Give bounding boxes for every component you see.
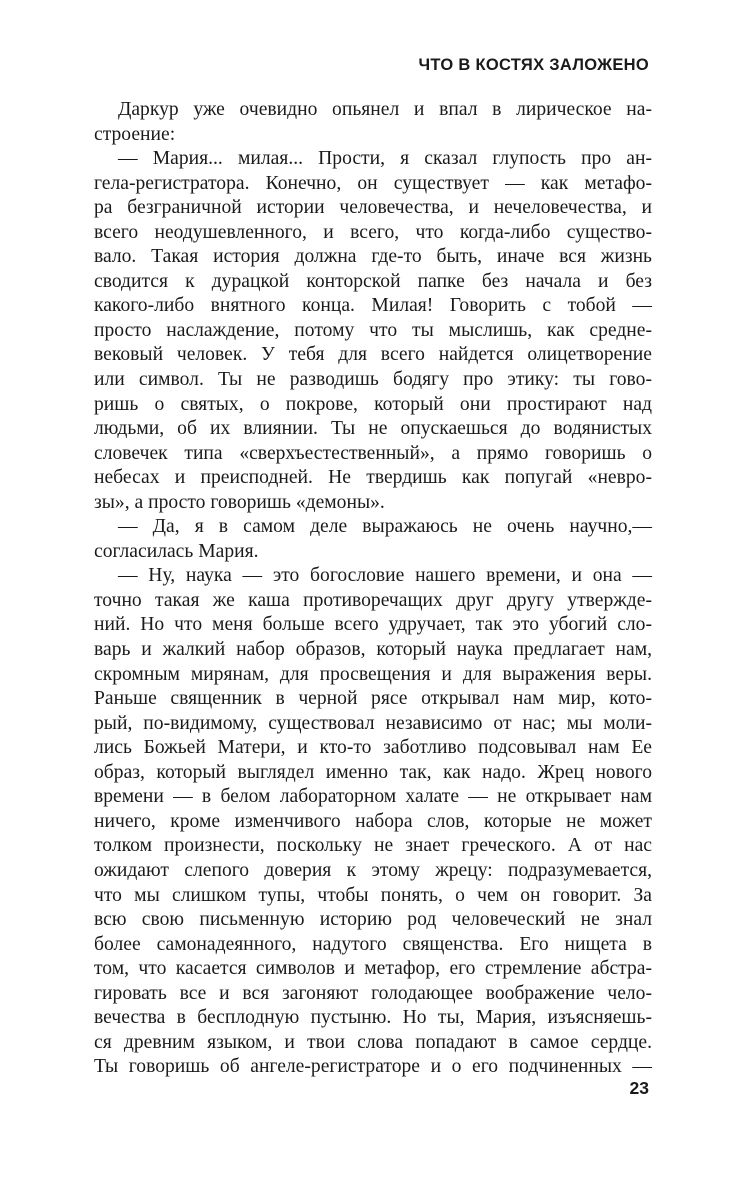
text-line: ра безграничной истории человечества, и нечеловечества, и [94, 197, 652, 219]
text-line: какого-либо внятного конца. Милая! Говорить с тобой — [94, 295, 652, 317]
text-line: ришь о святых, о покрове, который они простирают над [94, 393, 652, 415]
text-line: сводится к дурацкой конторской папке без начала и без [94, 270, 652, 292]
text-line: вечества в бесплодную пустыню. Но ты, Мария, изъясняешь- [94, 1007, 652, 1029]
text-line: ожидают слепого доверия к этому жрецу: подразумевается, [94, 859, 652, 881]
text-line: гировать все и вся загоняют голодающее воображение чело- [94, 982, 652, 1004]
text-line: или символ. Ты не разводишь бодягу про этику: ты гово- [94, 369, 652, 391]
text-line: толком произнести, поскольку не знает греческого. А от нас [94, 835, 652, 857]
text-line: людьми, об их влиянии. Ты не опускаешься до водянистых [94, 418, 652, 440]
text-line: небесах и преисподней. Не твердишь как попугай «невро- [94, 467, 652, 489]
text-line: скромным мирянам, для просвещения и для выражения веры. [94, 663, 652, 685]
text-line: рый, по-видимому, существовал независимо от нас; мы моли- [94, 712, 652, 734]
text-line: ний. Но что меня больше всего удручает, так это убогий сло- [94, 614, 652, 636]
text-line: лись Божьей Матери, и кто-то заботливо подсовывал нам Ее [94, 737, 652, 759]
text-line: строение: [94, 123, 176, 145]
text-line: — Ну, наука — это богословие нашего времени, и она — [118, 565, 652, 587]
body-text [94, 98, 652, 1080]
text-line: Раньше священник в черной рясе открывал нам мир, кото- [94, 688, 652, 710]
text-line: — Да, я в самом деле выражаюсь не очень научно,— [118, 516, 652, 538]
text-line: зы», а просто говоришь «демоны». [94, 491, 385, 513]
text-line: более самонадеянного, надутого священства. Его нищета в [94, 933, 652, 955]
text-line: вековый человек. У тебя для всего найдется олицетворение [94, 344, 652, 366]
text-line: согласилась Мария. [94, 540, 259, 562]
text-line: всю свою письменную историю род человеческий не знал [94, 909, 652, 931]
text-line: — Мария... милая... Прости, я сказал глупость про ан- [118, 148, 652, 170]
text-line: что мы слишком тупы, чтобы понять, о чем он говорит. За [94, 884, 652, 906]
text-line: словечек типа «сверхъестественный», а прямо говоришь о [94, 442, 652, 464]
text-line: том, что касается символов и метафор, его стремление абстра- [94, 958, 652, 980]
text-line: Даркур уже очевидно опьянел и впал в лирическое на- [118, 99, 652, 120]
page-number: 23 [629, 1078, 649, 1098]
text-line: вало. Такая история должна где-то быть, иначе вся жизнь [94, 246, 652, 268]
text-line: всего неодушевленного, и всего, что когда-либо существо- [94, 221, 652, 243]
text-line: Ты говоришь об ангеле-регистраторе и о его подчиненных — [94, 1056, 652, 1078]
text-line: варь и жалкий набор образов, который наука предлагает нам, [94, 639, 652, 661]
text-line: ся древним языком, и твои слова попадают в самое сердце. [94, 1031, 652, 1053]
text-line: точно такая же каша противоречащих друг другу утвержде- [94, 589, 652, 611]
text-line: просто наслаждение, потому что ты мыслишь, как средне- [94, 319, 652, 341]
text-line: гела-регистратора. Конечно, он существует — как метафо- [94, 172, 652, 194]
text-line: образ, который выглядел именно так, как надо. Жрец нового [94, 761, 652, 783]
text-line: ничего, кроме изменчивого набора слов, которые не может [94, 810, 652, 832]
text-line: времени — в белом лабораторном халате — не открывает нам [94, 786, 652, 808]
running-title: ЧТО В КОСТЯХ ЗАЛОЖЕНО [418, 56, 649, 74]
